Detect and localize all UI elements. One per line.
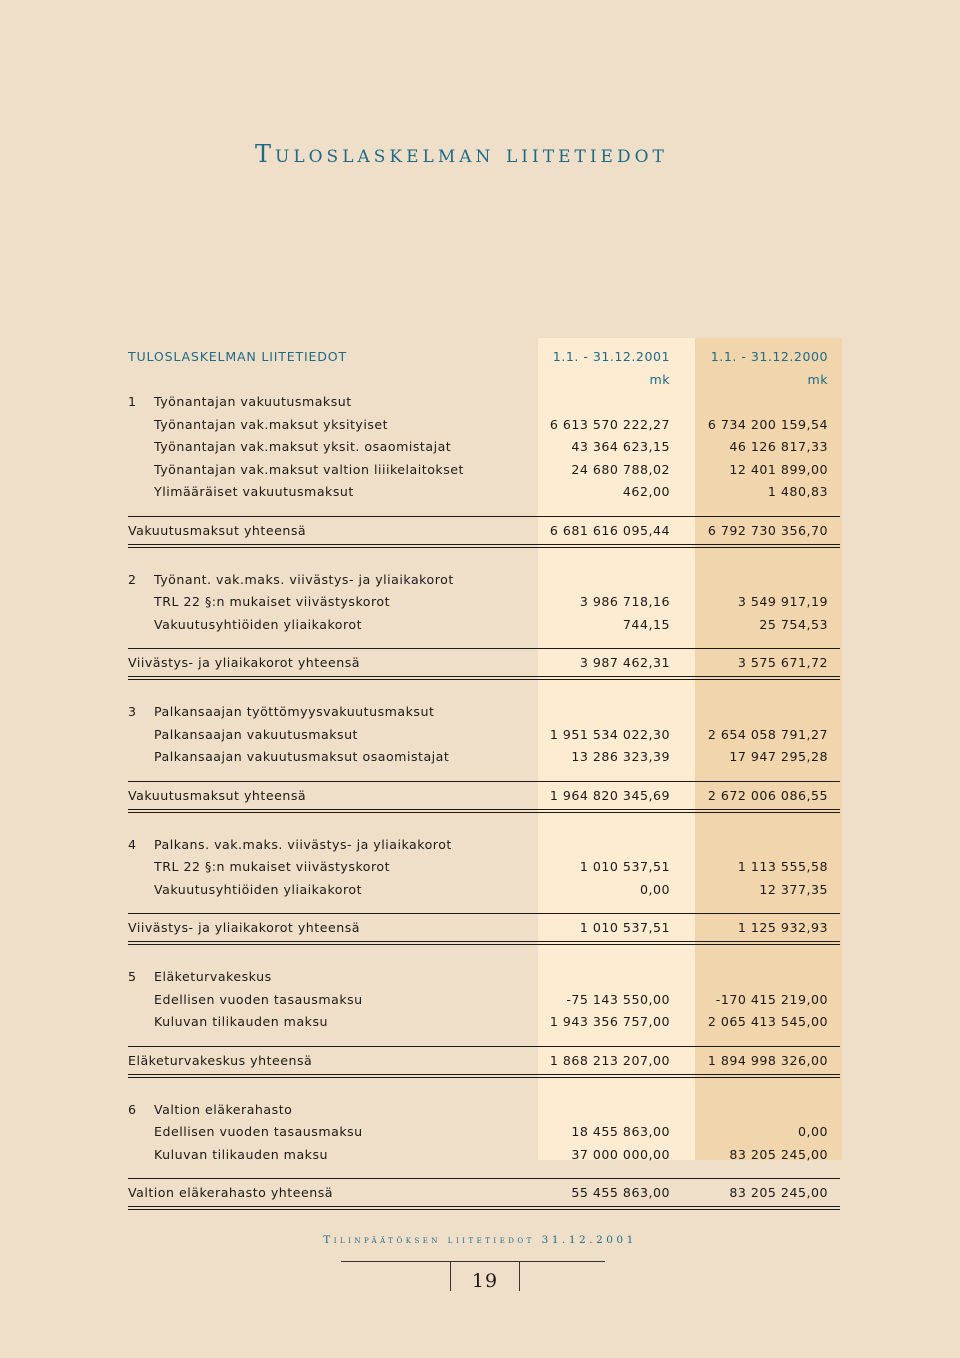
total-spacer	[128, 1166, 840, 1176]
total-value-2001: 1 010 537,51	[579, 920, 670, 935]
table-row	[128, 1011, 840, 1034]
total-value-2001: 6 681 616 095,44	[549, 522, 670, 538]
total-value-2000: 1 894 998 326,00	[707, 1052, 828, 1068]
table-row	[128, 614, 840, 637]
row-label: TRL 22 §:n mukaiset viivästyskorot	[154, 859, 391, 874]
section-heading: Palkansaajan työttömyysvakuutusmaksut	[154, 704, 435, 719]
sections-container	[128, 391, 840, 1210]
section-spacer	[128, 680, 840, 701]
section-heading-row	[128, 834, 840, 857]
total-row	[128, 781, 840, 805]
table-row	[128, 414, 840, 437]
section-heading-row	[128, 966, 840, 989]
section-number: 1	[128, 394, 137, 409]
section-heading-row	[128, 569, 840, 592]
table-row	[128, 1144, 840, 1167]
total-spacer	[128, 1034, 840, 1044]
table-row	[128, 1121, 840, 1144]
row-label: Palkansaajan vakuutusmaksut	[154, 726, 358, 742]
section-heading-row	[128, 1099, 840, 1122]
total-value-2001: 55 455 863,00	[571, 1185, 670, 1200]
total-label: Viivästys- ja yliaikakorot yhteensä	[128, 655, 360, 670]
total-row	[128, 913, 840, 937]
section-heading: Työnant. vak.maks. viivästys- ja yliaikakorot	[154, 571, 454, 587]
row-value-2000: 12 377,35	[759, 881, 828, 897]
table-title: TULOSLASKELMAN LIITETIEDOT	[128, 349, 347, 364]
column-2000-unit: mk	[807, 371, 828, 387]
section-number: 5	[128, 969, 137, 984]
total-row	[128, 1046, 840, 1070]
notes-table	[128, 346, 840, 1210]
table-unit-row	[128, 369, 840, 392]
row-value-2001: 18 455 863,00	[571, 1124, 670, 1139]
row-value-2001: -75 143 550,00	[566, 991, 670, 1007]
row-label: Työnantajan vak.maksut yksit. osaomistajat	[154, 439, 452, 454]
total-row	[128, 648, 840, 672]
total-double-rule	[128, 1206, 840, 1210]
row-value-2001: 43 364 623,15	[571, 439, 670, 454]
section-heading: Valtion eläkerahasto	[154, 1101, 293, 1117]
row-value-2001: 6 613 570 222,27	[549, 416, 670, 432]
row-label: Työnantajan vak.maksut yksityiset	[154, 416, 389, 432]
total-value-2000: 2 672 006 086,55	[707, 787, 828, 803]
total-value-2000: 6 792 730 356,70	[707, 522, 828, 538]
table-row	[128, 436, 840, 459]
total-value-2001: 1 868 213 207,00	[549, 1052, 670, 1068]
row-label: Kuluvan tilikauden maksu	[154, 1014, 329, 1029]
section-number: 6	[128, 1101, 137, 1117]
total-value-2000: 3 575 671,72	[737, 655, 828, 670]
section-spacer	[128, 1078, 840, 1099]
table-row	[128, 856, 840, 879]
column-2001-unit: mk	[649, 371, 670, 387]
row-value-2000: 2 065 413 545,00	[707, 1014, 828, 1029]
total-label: Viivästys- ja yliaikakorot yhteensä	[128, 920, 360, 935]
table-row	[128, 724, 840, 747]
total-label: Vakuutusmaksut yhteensä	[128, 522, 307, 538]
row-value-2000: 3 549 917,19	[737, 594, 828, 609]
row-label: Vakuutusyhtiöiden yliaikakorot	[154, 881, 363, 897]
row-value-2001: 1 951 534 022,30	[549, 726, 670, 742]
table-row	[128, 879, 840, 902]
row-value-2000: 12 401 899,00	[729, 461, 828, 477]
footer-tick-right	[519, 1261, 520, 1291]
table-row	[128, 989, 840, 1012]
table-row	[128, 591, 840, 614]
row-value-2001: 3 986 718,16	[579, 594, 670, 609]
row-label: Työnantajan vak.maksut valtion liiikelaitokset	[154, 461, 464, 477]
total-spacer	[128, 636, 840, 646]
total-row	[128, 1178, 840, 1202]
total-spacer	[128, 769, 840, 779]
row-label: Edellisen vuoden tasausmaksu	[154, 991, 363, 1007]
page-title: Tuloslaskelman liitetiedot	[255, 140, 668, 168]
total-spacer	[128, 901, 840, 911]
section-heading-row	[128, 391, 840, 414]
row-value-2001: 1 943 356 757,00	[549, 1014, 670, 1029]
row-value-2001: 744,15	[622, 616, 670, 632]
table-row	[128, 459, 840, 482]
total-label: Vakuutusmaksut yhteensä	[128, 787, 307, 803]
table-header-row	[128, 346, 840, 369]
row-value-2000: 83 205 245,00	[729, 1146, 828, 1162]
table-row	[128, 481, 840, 504]
section-heading: Eläketurvakeskus	[154, 969, 272, 984]
row-value-2000: 25 754,53	[759, 616, 828, 632]
section-number: 4	[128, 836, 137, 852]
section-heading: Työnantajan vakuutusmaksut	[154, 394, 352, 409]
row-label: Palkansaajan vakuutusmaksut osaomistajat	[154, 749, 450, 764]
total-row	[128, 516, 840, 540]
row-value-2001: 24 680 788,02	[571, 461, 670, 477]
row-value-2001: 462,00	[622, 484, 670, 499]
footer-text: Tilinpäätöksen liitetiedot 31.12.2001	[323, 1234, 637, 1246]
total-label: Eläketurvakeskus yhteensä	[128, 1052, 313, 1068]
footer-rule	[341, 1261, 605, 1262]
row-value-2000: 1 113 555,58	[737, 859, 828, 874]
row-value-2001: 37 000 000,00	[571, 1146, 670, 1162]
column-2000-period: 1.1. - 31.12.2000	[710, 349, 828, 364]
total-value-2000: 1 125 932,93	[737, 920, 828, 935]
section-heading-row	[128, 701, 840, 724]
total-spacer	[128, 504, 840, 514]
total-label: Valtion eläkerahasto yhteensä	[128, 1185, 333, 1200]
page-number: 19	[471, 1270, 499, 1292]
section-number: 3	[128, 704, 137, 719]
row-label: Vakuutusyhtiöiden yliaikakorot	[154, 616, 363, 632]
row-value-2001: 1 010 537,51	[579, 859, 670, 874]
row-label: Ylimääräiset vakuutusmaksut	[154, 484, 354, 499]
row-value-2000: -170 415 219,00	[715, 991, 828, 1007]
section-number: 2	[128, 571, 137, 587]
section-spacer	[128, 548, 840, 569]
column-2001-period: 1.1. - 31.12.2001	[552, 349, 670, 364]
row-value-2000: 17 947 295,28	[729, 749, 828, 764]
row-value-2000: 1 480,83	[767, 484, 828, 499]
table-row	[128, 746, 840, 769]
row-value-2000: 6 734 200 159,54	[707, 416, 828, 432]
row-value-2000: 46 126 817,33	[729, 439, 828, 454]
row-value-2000: 2 654 058 791,27	[707, 726, 828, 742]
row-value-2001: 0,00	[639, 881, 670, 897]
total-value-2001: 1 964 820 345,69	[549, 787, 670, 803]
row-value-2001: 13 286 323,39	[571, 749, 670, 764]
row-label: TRL 22 §:n mukaiset viivästyskorot	[154, 594, 391, 609]
section-spacer	[128, 945, 840, 966]
section-heading: Palkans. vak.maks. viivästys- ja yliaikakorot	[154, 836, 452, 852]
total-value-2000: 83 205 245,00	[729, 1185, 828, 1200]
section-spacer	[128, 813, 840, 834]
row-value-2000: 0,00	[797, 1124, 828, 1139]
total-value-2001: 3 987 462,31	[579, 655, 670, 670]
row-label: Kuluvan tilikauden maksu	[154, 1146, 329, 1162]
row-label: Edellisen vuoden tasausmaksu	[154, 1124, 363, 1139]
